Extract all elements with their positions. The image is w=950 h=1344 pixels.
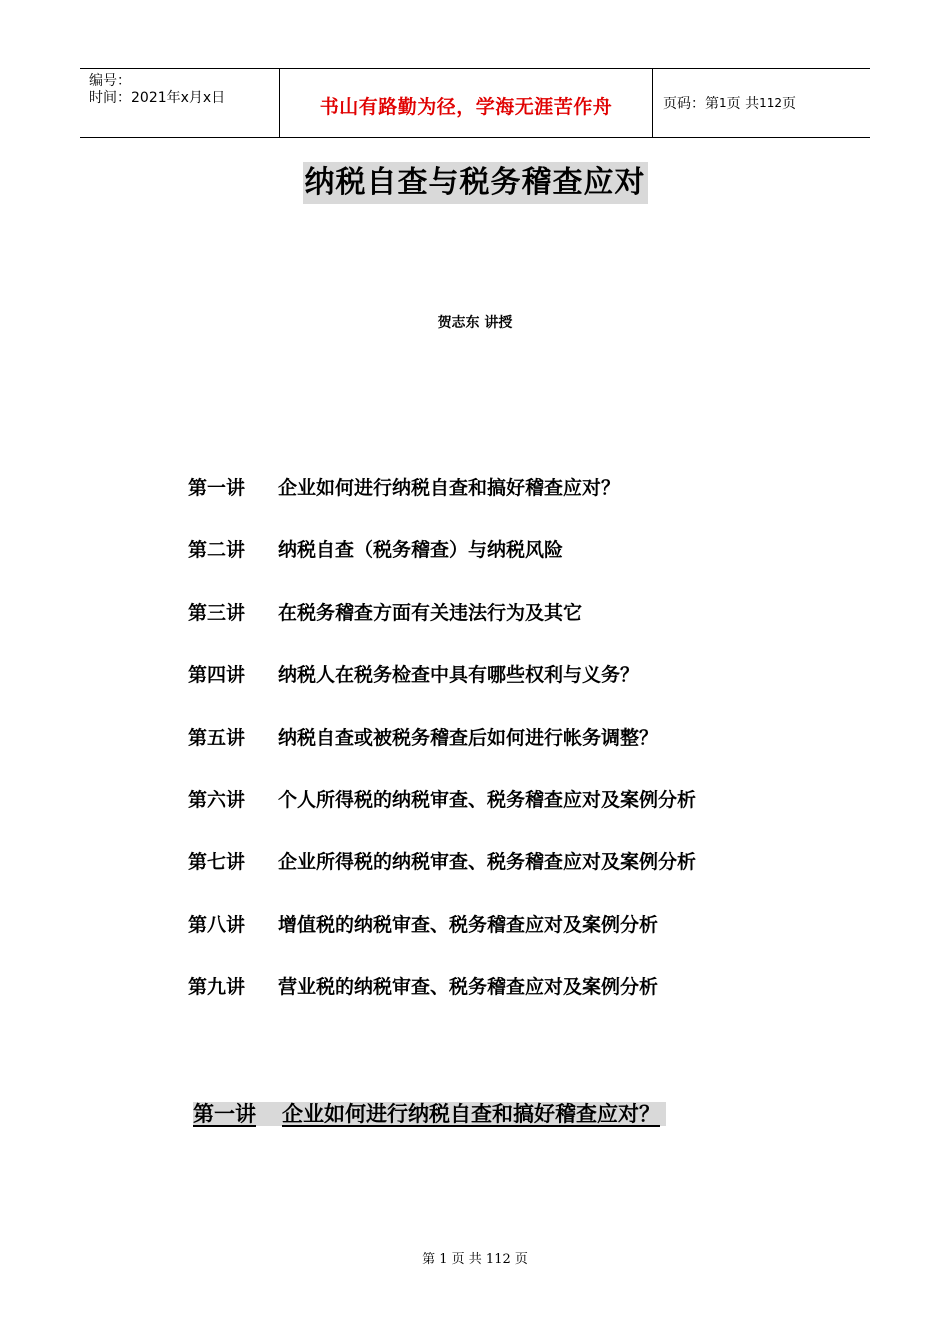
toc-item-number: 第五讲: [188, 726, 246, 749]
toc-item: [188, 535, 696, 597]
header-motto-cell: [280, 69, 653, 137]
section-heading: [193, 1098, 666, 1128]
toc-item: [188, 847, 696, 909]
toc-item: [188, 473, 696, 535]
table-of-contents: [188, 473, 696, 1035]
toc-item: [188, 910, 696, 972]
page-mid: 页 共: [726, 96, 760, 112]
author-line: 贺志东 讲授: [437, 315, 513, 331]
toc-item-text: 纳税自查或被税务稽查后如何进行帐务调整？: [278, 726, 659, 749]
toc-item-number: 第六讲: [188, 788, 246, 811]
page-prefix: 页码：第: [663, 96, 719, 112]
toc-item-text: 纳税自查（税务稽查）与纳税风险: [278, 539, 564, 562]
toc-item: [188, 723, 696, 785]
toc-item-number: 第八讲: [188, 913, 246, 936]
toc-item: [188, 785, 696, 847]
toc-item-text: 增值税的纳税审查、税务稽查应对及案例分析: [278, 913, 659, 936]
document-title-text: 纳税自查与税务稽查应对: [303, 162, 648, 204]
toc-item-text: 企业如何进行纳税自查和搞好稽查应对？: [278, 477, 621, 499]
toc-item: [188, 598, 696, 660]
toc-item-number: 第九讲: [188, 976, 246, 999]
document-header: [80, 68, 870, 138]
page-footer: 第 1 页 共 112 页: [422, 1252, 528, 1267]
toc-item-text: 企业所得税的纳税审查、税务稽查应对及案例分析: [278, 851, 697, 874]
toc-item-number: 第一讲: [188, 477, 246, 499]
page-total: 112: [759, 96, 782, 110]
page-suffix: 页: [782, 96, 796, 112]
toc-item-text: 在税务稽查方面有关违法行为及其它: [278, 601, 583, 624]
page-number: 1: [719, 96, 727, 110]
number-label: 编号：: [89, 73, 131, 89]
header-meta: [80, 69, 280, 137]
toc-item-number: 第二讲: [188, 539, 246, 562]
motto: 书山有路勤为径，学海无涯苦作舟: [319, 95, 613, 118]
section-heading-text: 企业如何进行纳税自查和搞好稽查应对？: [282, 1102, 660, 1126]
section-heading-number: 第一讲: [193, 1102, 256, 1126]
header-page-info: [653, 69, 870, 137]
document-title: [0, 162, 950, 204]
section-heading-highlight: [193, 1102, 666, 1126]
time-label: 时间：2021年x月x日: [89, 90, 226, 106]
toc-item-text: 个人所得税的纳税审查、税务稽查应对及案例分析: [278, 788, 697, 811]
toc-item-text: 营业税的纳税审查、税务稽查应对及案例分析: [278, 976, 659, 999]
toc-item: [188, 972, 696, 1034]
toc-item-number: 第三讲: [188, 601, 246, 624]
toc-item-number: 第四讲: [188, 664, 246, 687]
toc-item-number: 第七讲: [188, 851, 246, 874]
toc-item: [188, 660, 696, 722]
toc-item-text: 纳税人在税务检查中具有哪些权利与义务？: [278, 664, 640, 687]
